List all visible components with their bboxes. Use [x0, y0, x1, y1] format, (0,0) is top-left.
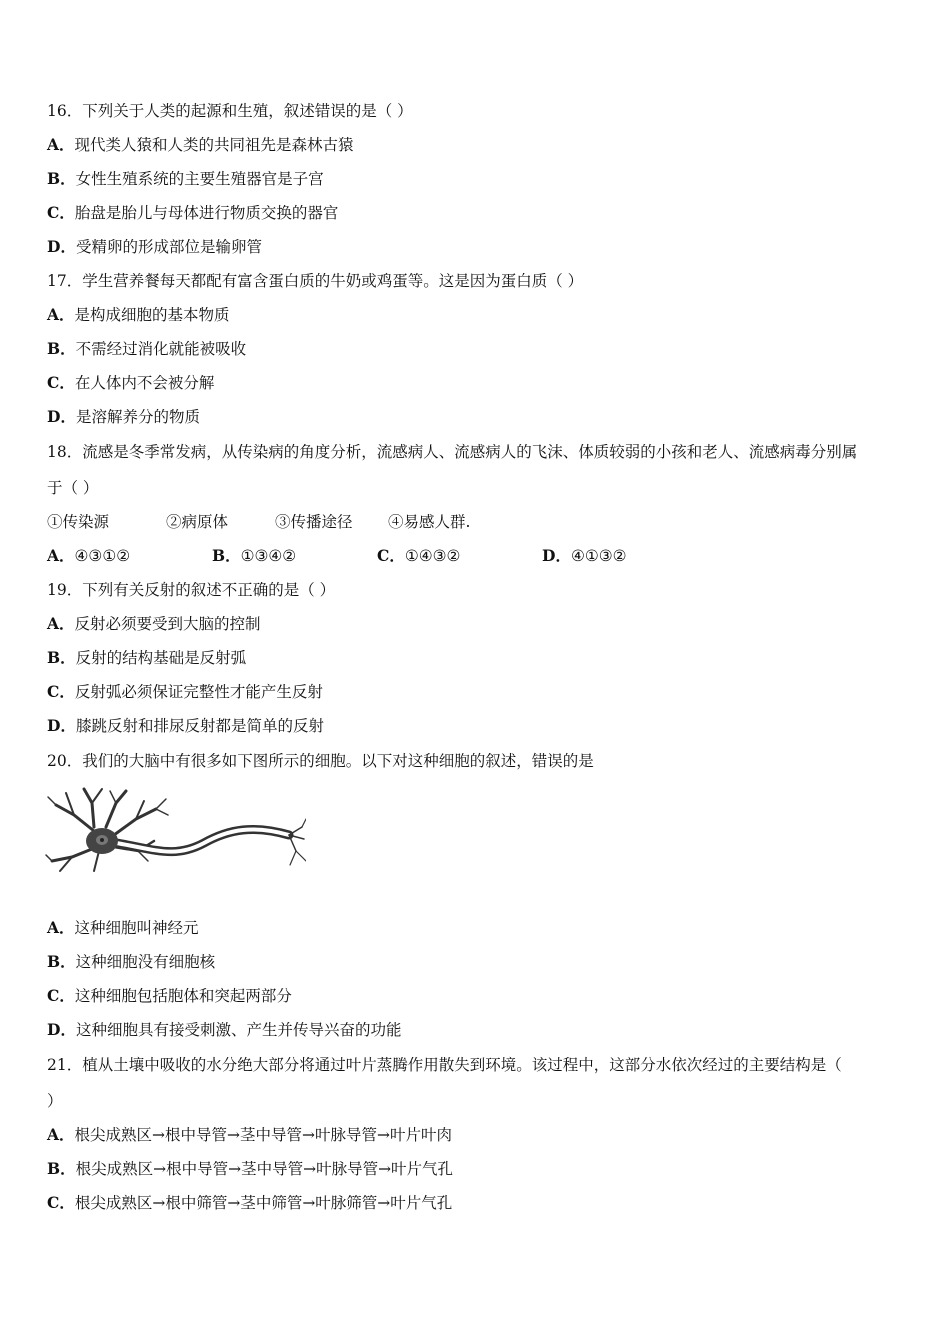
option-text: ④③①②: [74, 547, 131, 565]
q16-option-d[interactable]: [47, 237, 262, 257]
option-label: C．: [47, 373, 75, 392]
option-label: B．: [47, 339, 76, 358]
q19-option-c[interactable]: [47, 682, 323, 702]
option-text: 胎盘是胎儿与母体进行物质交换的器官: [74, 204, 339, 222]
neuron-illustration: [44, 785, 306, 877]
option-label: C．: [47, 986, 75, 1005]
q16-stem: 16．下列关于人类的起源和生殖，叙述错误的是（ ）: [47, 102, 413, 120]
q16-option-b[interactable]: [47, 169, 324, 189]
option-label: B．: [47, 648, 76, 667]
q17-option-c[interactable]: [47, 373, 214, 393]
option-text: 现代类人猿和人类的共同祖先是森林古猿: [74, 136, 354, 154]
q19-option-d[interactable]: [47, 716, 324, 736]
option-label: D．: [47, 237, 76, 256]
q18-option-a[interactable]: [47, 546, 130, 566]
q20-option-c[interactable]: [47, 986, 292, 1006]
q21-stem-line1: 21．植从土壤中吸收的水分绝大部分将通过叶片蒸腾作用散失到环境。该过程中，这部分水依次经过的主要结构是（: [47, 1056, 842, 1074]
q21-option-a[interactable]: [47, 1125, 452, 1145]
option-text: 是溶解养分的物质: [75, 408, 200, 426]
q19-stem: 19．下列有关反射的叙述不正确的是（ ）: [47, 581, 336, 599]
option-text: ④①③②: [570, 547, 627, 565]
option-text: 是构成细胞的基本物质: [74, 306, 230, 324]
option-label: B．: [47, 169, 76, 188]
option-label: D．: [47, 716, 76, 735]
q18-stem-line2: 于（ ）: [47, 479, 99, 497]
option-text: 在人体内不会被分解: [74, 374, 215, 392]
option-text: 反射必须要受到大脑的控制: [74, 615, 261, 633]
q18-item-4: ④易感人群.: [388, 513, 471, 531]
option-text: 膝跳反射和排尿反射都是简单的反射: [75, 717, 324, 735]
option-label: B．: [47, 952, 76, 971]
option-label: C．: [47, 682, 75, 701]
q18-stem-line1: 18．流感是冬季常发病，从传染病的角度分析，流感病人、流感病人的飞沫、体质较弱的小孩和老人、流感病毒分别属: [47, 443, 858, 461]
q21-option-b[interactable]: [47, 1159, 453, 1179]
option-text: 这种细胞具有接受刺激、产生并传导兴奋的功能: [75, 1021, 402, 1039]
option-text: 这种细胞包括胞体和突起两部分: [74, 987, 292, 1005]
option-text: 女性生殖系统的主要生殖器官是子宫: [75, 170, 324, 188]
option-label: D．: [47, 407, 76, 426]
option-label: A．: [47, 546, 75, 565]
option-label: D．: [47, 1020, 76, 1039]
q18-option-b[interactable]: [212, 546, 296, 566]
q18-item-1: ①传染源: [47, 513, 110, 531]
option-label: B．: [212, 546, 241, 565]
option-label: A．: [47, 135, 75, 154]
option-label: D．: [542, 546, 571, 565]
q20-option-d[interactable]: [47, 1020, 401, 1040]
option-text: 受精卵的形成部位是输卵管: [75, 238, 262, 256]
q18-item-2: ②病原体: [166, 513, 229, 531]
q16-option-c[interactable]: [47, 203, 338, 223]
q18-option-d[interactable]: [542, 546, 627, 566]
option-text: 这种细胞没有细胞核: [75, 953, 216, 971]
q20-option-b[interactable]: [47, 952, 215, 972]
option-text: 反射的结构基础是反射弧: [75, 649, 247, 667]
option-text: 这种细胞叫神经元: [74, 919, 199, 937]
q21-stem-line2: ）: [47, 1092, 63, 1110]
option-label: A．: [47, 918, 75, 937]
option-label: C．: [47, 203, 75, 222]
option-text: ①④③②: [404, 547, 461, 565]
option-label: C．: [377, 546, 405, 565]
q19-option-b[interactable]: [47, 648, 246, 668]
q20-option-a[interactable]: [47, 918, 199, 938]
q19-option-a[interactable]: [47, 614, 261, 634]
option-label: B．: [47, 1159, 76, 1178]
q17-option-d[interactable]: [47, 407, 200, 427]
option-label: A．: [47, 305, 75, 324]
option-label: A．: [47, 614, 75, 633]
q18-option-c[interactable]: [377, 546, 460, 566]
option-text: 反射弧必须保证完整性才能产生反射: [74, 683, 323, 701]
option-label: C．: [47, 1193, 75, 1212]
option-text: 根尖成熟区→根中导管→茎中导管→叶脉导管→叶片叶肉: [74, 1126, 452, 1144]
q17-option-a[interactable]: [47, 305, 230, 325]
option-label: A．: [47, 1125, 75, 1144]
q17-option-b[interactable]: [47, 339, 246, 359]
q21-option-c[interactable]: [47, 1193, 452, 1213]
option-text: 根尖成熟区→根中筛管→茎中筛管→叶脉筛管→叶片气孔: [74, 1194, 453, 1212]
q17-stem: 17．学生营养餐每天都配有富含蛋白质的牛奶或鸡蛋等。这是因为蛋白质（ ）: [47, 272, 584, 290]
q18-item-3: ③传播途径: [275, 513, 353, 531]
option-text: 不需经过消化就能被吸收: [75, 340, 247, 358]
q20-stem: 20．我们的大脑中有很多如下图所示的细胞。以下对这种细胞的叙述，错误的是: [47, 752, 594, 770]
option-text: 根尖成熟区→根中导管→茎中导管→叶脉导管→叶片气孔: [75, 1160, 454, 1178]
option-text: ①③④②: [240, 547, 297, 565]
q16-option-a[interactable]: [47, 135, 354, 155]
